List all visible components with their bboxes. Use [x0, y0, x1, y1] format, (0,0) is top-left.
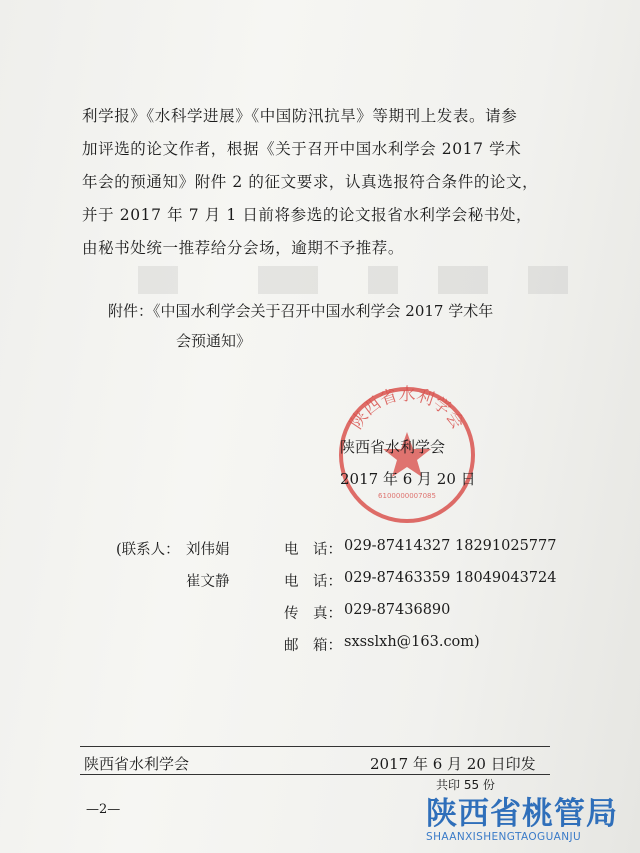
phone-value-2: 029-87463359 18049043724	[344, 570, 557, 586]
signature-org: 陕西省水利学会	[340, 438, 446, 456]
attachment-line-2: 会预通知》	[176, 332, 252, 350]
page-number: —2—	[86, 802, 121, 817]
contact-person-2: 崔文静	[186, 574, 230, 590]
seal-text: 陕西省水利学会	[346, 384, 468, 433]
watermark	[426, 788, 636, 843]
phone-label-2: 电 话：	[284, 574, 342, 590]
bleed-through-shadow	[108, 266, 578, 296]
body-line-2: 加评选的论文作者，根据《关于召开中国水利学会 2017 学术	[82, 140, 522, 158]
footer-issue-date: 2017 年 6 月 20 日印发	[370, 755, 536, 773]
body-line-3: 年会的预通知》附件 2 的征文要求，认真选报符合条件的论文，	[82, 173, 539, 191]
email-label: 邮 箱：	[284, 638, 342, 654]
footer-org: 陕西省水利学会	[84, 755, 190, 773]
watermark-subtitle: SHAANXISHENGTAOGUANJU	[426, 831, 582, 843]
seal-code: 6100000007085	[378, 492, 436, 500]
footer-bottom-rule	[80, 774, 550, 775]
email-value: sxsslxh@163.com)	[344, 634, 480, 650]
svg-text:陕西省水利学会	[346, 385, 468, 433]
body-line-4: 并于 2017 年 7 月 1 日前将参选的论文报省水利学会秘书处，	[82, 206, 533, 224]
footer-copies: 共印 55 份	[436, 778, 495, 792]
watermark-title: 陕西省桃管局	[426, 796, 618, 832]
body-line-1: 利学报》《水科学进展》《中国防汛抗旱》等期刊上发表。请参	[82, 107, 518, 125]
fax-label: 传 真：	[284, 606, 342, 622]
phone-value-1: 029-87414327 18291025777	[344, 538, 557, 554]
footer-top-rule	[80, 746, 550, 747]
contact-prefix: (联系人：	[116, 542, 180, 558]
contact-person-1: 刘伟娟	[186, 542, 230, 558]
attachment-line-1: 附件：《中国水利学会关于召开中国水利学会 2017 学术年	[108, 302, 494, 320]
fax-value: 029-87436890	[344, 602, 451, 618]
signature-date: 2017 年 6 月 20 日	[340, 470, 476, 488]
body-line-5: 由秘书处统一推荐给分会场，逾期不予推荐。	[82, 239, 405, 257]
phone-label-1: 电 话：	[284, 542, 342, 558]
